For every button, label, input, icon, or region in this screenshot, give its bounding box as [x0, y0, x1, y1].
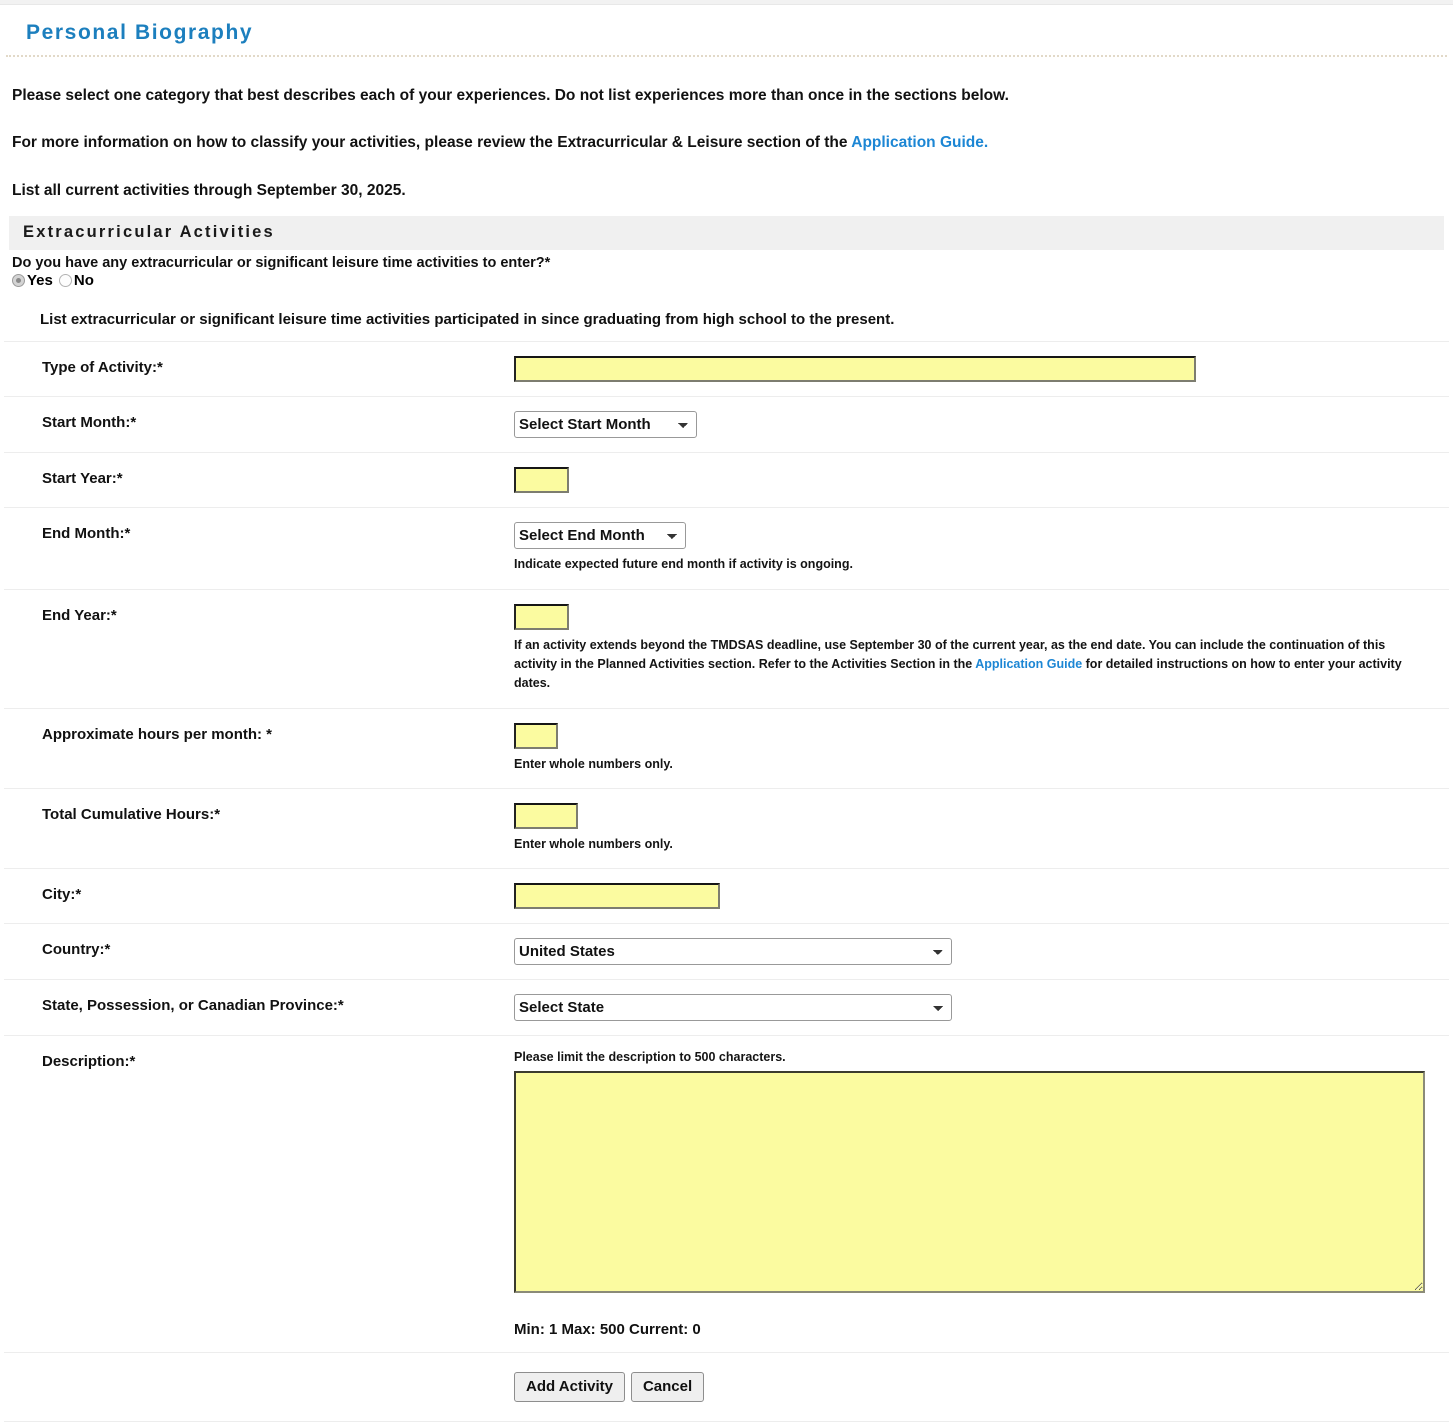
control-description	[514, 1050, 1449, 1338]
radio-no-label: No	[73, 272, 94, 290]
row-start-year	[4, 452, 1449, 507]
end-month-hint: Indicate expected future end month if activity is ongoing.	[514, 557, 853, 572]
country-select[interactable]	[514, 938, 952, 965]
description-note: Please limit the description to 500 characters.	[514, 1050, 786, 1065]
sub-instruction-text: List extracurricular or significant leisure time activities participated in since graduating from high school to the present.	[40, 311, 895, 329]
total-hours-input[interactable]	[514, 803, 578, 829]
control-country	[514, 938, 1449, 965]
end-month-select[interactable]	[514, 522, 686, 549]
control-end-month	[514, 522, 1449, 574]
label-start-month: Start Month:*	[42, 414, 137, 432]
control-type-of-activity	[514, 356, 1449, 382]
row-type-of-activity	[4, 341, 1449, 396]
row-end-year	[4, 589, 1449, 708]
state-select[interactable]	[514, 994, 952, 1021]
intro-paragraph-2	[4, 120, 1449, 152]
extracurricular-question: Do you have any extracurricular or significant leisure time activities to enter?*	[12, 255, 551, 272]
hours-per-month-input[interactable]	[514, 723, 558, 749]
page-title: Personal Biography	[6, 5, 1447, 57]
label-end-month: End Month:*	[42, 525, 131, 543]
label-country: Country:*	[42, 941, 111, 959]
start-year-input[interactable]	[514, 467, 569, 493]
control-state	[514, 994, 1449, 1021]
row-end-month	[4, 507, 1449, 588]
hours-per-month-hint: Enter whole numbers only.	[514, 756, 673, 771]
label-total-hours: Total Cumulative Hours:*	[42, 806, 221, 823]
page-container	[0, 5, 1453, 1422]
city-input[interactable]	[514, 883, 720, 909]
radio-no[interactable]	[59, 274, 72, 287]
total-hours-hint: Enter whole numbers only.	[514, 837, 673, 851]
row-country	[4, 923, 1449, 979]
description-character-counter: Min: 1 Max: 500 Current: 0	[514, 1321, 701, 1339]
control-city	[514, 883, 1449, 909]
row-start-month	[4, 396, 1449, 452]
control-start-year	[514, 467, 1449, 493]
add-activity-button[interactable]: Add Activity	[514, 1372, 625, 1402]
radio-yes-label: Yes	[27, 272, 53, 290]
yes-no-radio-group	[4, 271, 1449, 289]
intro-paragraph-3: List all current activities through September 30, 2025.	[12, 182, 406, 200]
form-action-buttons	[4, 1352, 1449, 1421]
end-year-input[interactable]	[514, 604, 569, 630]
control-end-year	[514, 604, 1449, 694]
end-year-hint-part2: for detailed instructions on how to enter your activity dates.	[514, 656, 1402, 691]
cancel-button[interactable]: Cancel	[631, 1372, 704, 1402]
end-year-hint	[514, 636, 1424, 694]
label-type-of-activity: Type of Activity:*	[42, 359, 163, 377]
section-header-extracurricular-activities: Extracurricular Activities	[9, 216, 1444, 250]
type-of-activity-input[interactable]	[514, 356, 1196, 382]
control-start-month	[514, 411, 1449, 438]
label-hours-per-month: Approximate hours per month: *	[42, 725, 273, 743]
row-state	[4, 979, 1449, 1035]
control-total-hours	[514, 803, 1449, 854]
description-textarea[interactable]	[514, 1071, 1425, 1293]
label-city: City:*	[42, 886, 82, 904]
radio-yes[interactable]	[12, 274, 25, 287]
label-state: State, Possession, or Canadian Province:*	[42, 997, 344, 1015]
label-start-year: Start Year:*	[42, 470, 123, 488]
row-description	[4, 1035, 1449, 1352]
intro-2-text: For more information on how to classify your activities, please review the Extracurricular & Leisure section of the	[12, 134, 852, 152]
end-year-hint-part1: If an activity extends beyond the TMDSAS deadline, use September 30 of the current year, as the end date. You can include the continuation of this activity in the Planned Activities section. Refer to the Activities Section in the	[514, 637, 1386, 671]
row-city	[4, 868, 1449, 923]
label-description: Description:*	[42, 1053, 136, 1071]
row-total-hours	[4, 788, 1449, 868]
label-end-year: End Year:*	[42, 606, 117, 624]
application-guide-link-endyear[interactable]: Application Guide	[975, 656, 1083, 671]
control-hours-per-month	[514, 723, 1449, 774]
application-guide-link-top[interactable]: Application Guide.	[851, 134, 989, 152]
row-hours-per-month	[4, 708, 1449, 788]
intro-paragraph-1: Please select one category that best describes each of your experiences. Do not list experiences more than once in the sections below.	[12, 86, 1009, 104]
start-month-select[interactable]	[514, 411, 697, 438]
